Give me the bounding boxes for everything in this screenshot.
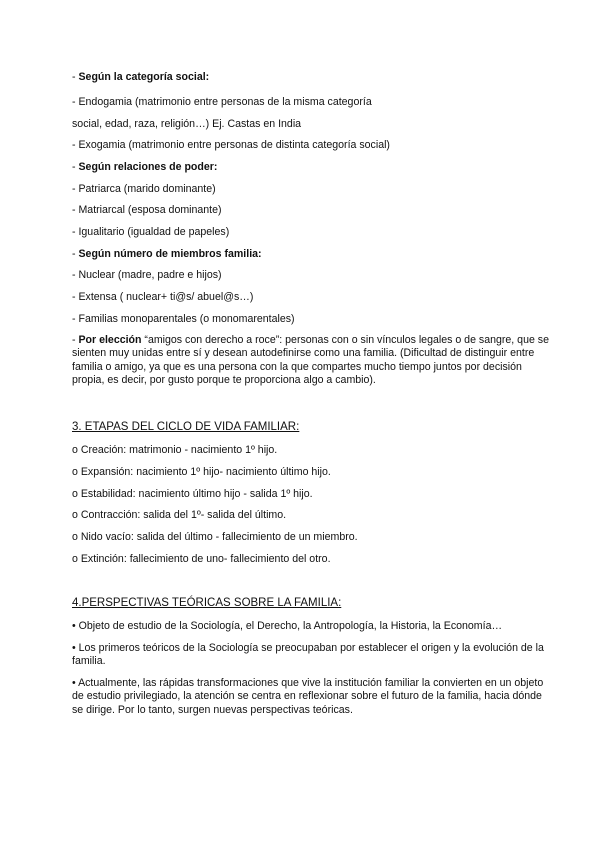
item-monoparentales: - Familias monoparentales (o monomarentales) [72, 313, 295, 325]
item-patriarca: - Patriarca (marido dominante) [72, 183, 216, 195]
life-cycle-item-expansion: o Expansión: nacimiento 1º hijo- nacimiento último hijo. [72, 466, 331, 478]
subheading-social-category: - Según la categoría social: [72, 71, 210, 83]
item-igualitario: - Igualitario (igualdad de papeles) [72, 226, 230, 238]
perspectives-bullet-3: • Actualmente, las rápidas transformaciones que vive la institución familiar la convierten en un objeto de estudio privilegiado, la atención se centra en reflexionar sobre el futuro de la familia, hacia dónde se dirige. Por lo tanto, surgen nuevas perspectivas teóricas. [72, 677, 544, 716]
section-heading-theoretical-perspectives: 4.PERSPECTIVAS TEÓRICAS SOBRE LA FAMILIA: [72, 597, 342, 609]
item-endogamia-continued: social, edad, raza, religión…) Ej. Castas en India [72, 118, 302, 130]
item-exogamia: - Exogamia (matrimonio entre personas de distinta categoría social) [72, 139, 390, 151]
perspectives-bullet-1: • Objeto de estudio de la Sociología, el Derecho, la Antropología, la Historia, la Economía… [72, 620, 503, 632]
section-heading-life-cycle: 3. ETAPAS DEL CICLO DE VIDA FAMILIAR: [72, 421, 300, 433]
life-cycle-item-contraccion: o Contracción: salida del 1º- salida del último. [72, 509, 287, 521]
item-por-eleccion: - Por elección “amigos con derecho a roce”: personas con o sin vínculos legales o de sangre, que se sienten muy unidas entre sí y desean autodefinirse como una familia. (Dificultad de distinguir entre familia o amigo, ya que es una persona con la que compartes mucho tiempo juntos por decisión propia, es decir, por gusto porque te proporciona algo a cambio). [72, 334, 549, 387]
life-cycle-item-estabilidad: o Estabilidad: nacimiento último hijo - salida 1º hijo. [72, 488, 313, 500]
item-endogamia: - Endogamia (matrimonio entre personas de la misma categoría [72, 96, 372, 108]
subheading-members: - Según número de miembros familia: [72, 248, 262, 260]
item-nuclear: - Nuclear (madre, padre e hijos) [72, 269, 222, 281]
item-extensa: - Extensa ( nuclear+ ti@s/ abuel@s…) [72, 291, 254, 303]
subheading-power-relations: - Según relaciones de poder: [72, 161, 218, 173]
life-cycle-item-extincion: o Extinción: fallecimiento de uno- fallecimiento del otro. [72, 553, 331, 565]
life-cycle-item-nido-vacio: o Nido vacío: salida del último - fallecimiento de un miembro. [72, 531, 358, 543]
perspectives-bullet-2: • Los primeros teóricos de la Sociología se preocupaban por establecer el origen y la evolución de la familia. [72, 642, 544, 668]
life-cycle-item-creacion: o Creación: matrimonio - nacimiento 1º hijo. [72, 444, 278, 456]
item-matriarcal: - Matriarcal (esposa dominante) [72, 204, 222, 216]
